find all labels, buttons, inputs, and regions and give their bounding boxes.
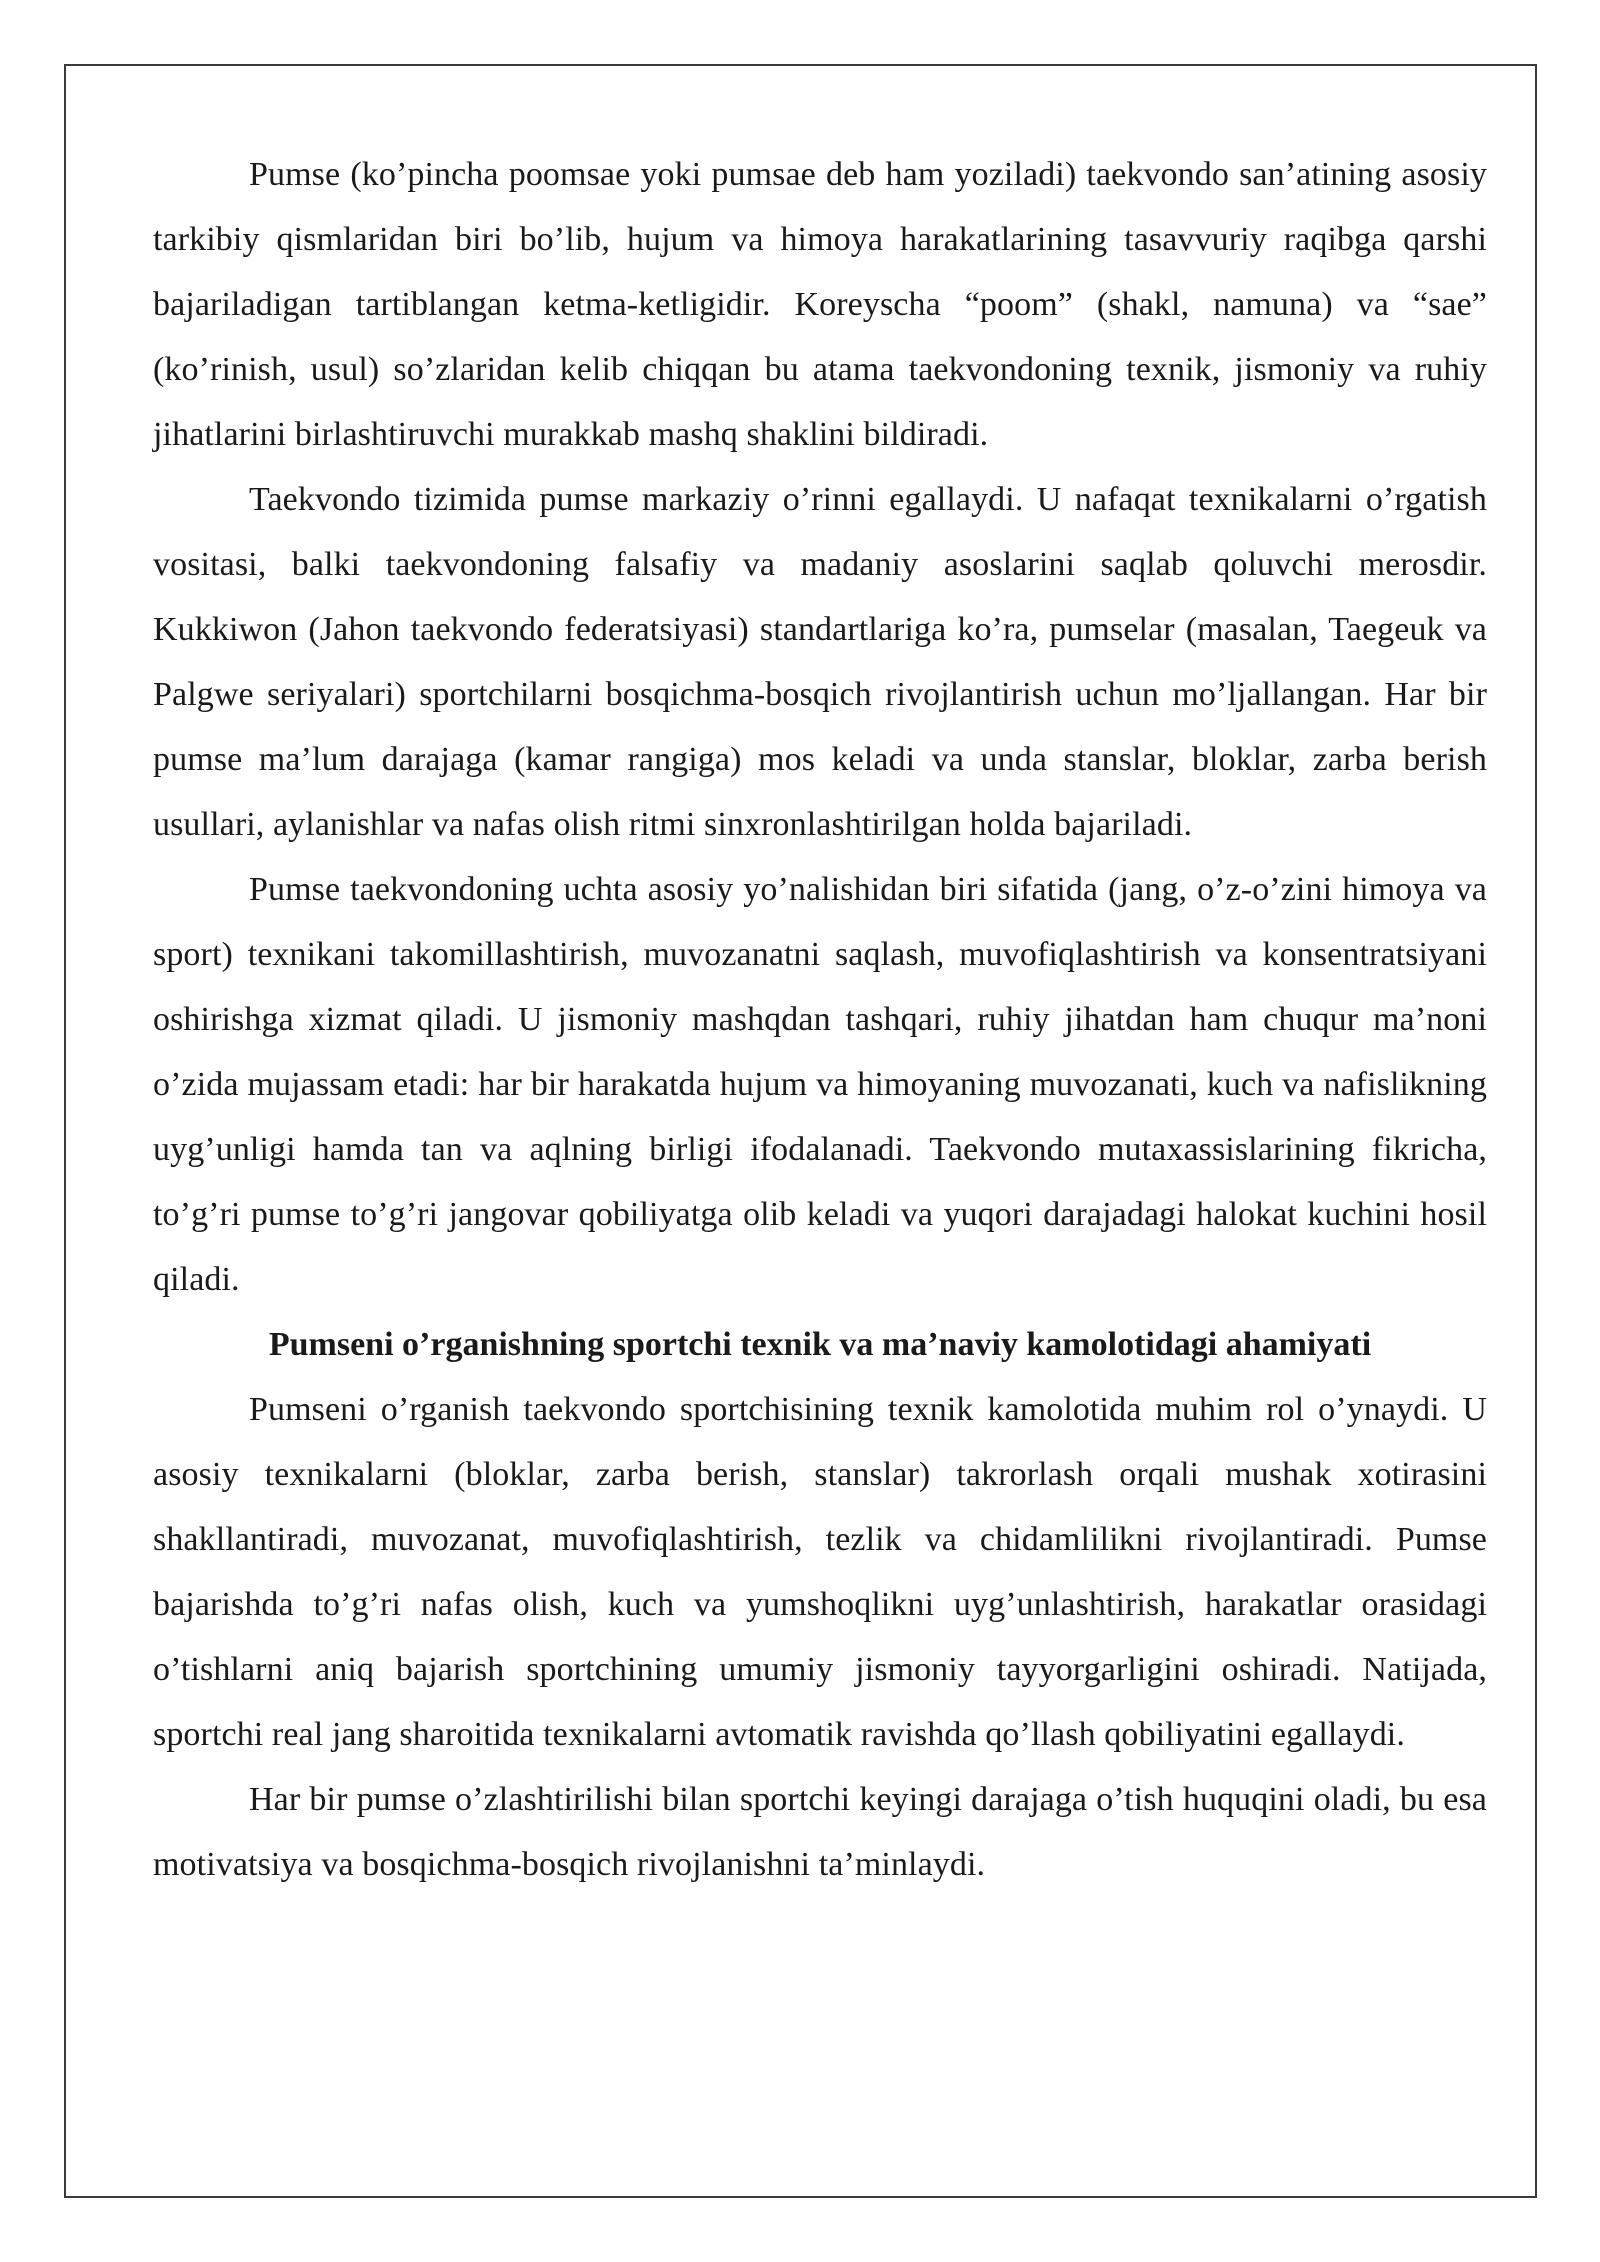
paragraph-pumse-role: Taekvondo tizimida pumse markaziy o’rinni egallaydi. U nafaqat texnikalarni o’rgatish vositasi, balki taekvondoning falsafiy va madaniy asoslarini saqlab qoluvchi merosdir. Kukkiwon (Jahon taekvondo federatsiyasi) standartlariga ko’ra, pumselar (masalan, Taegeuk va Palgwe seriyalari) sportchilarni bosqichma-bosqich rivojlantirish uchun mo’ljallangan. Har bir pumse ma’lum darajaga (kamar rangiga) mos keladi va unda stanslar, bloklar, zarba berish usullari, aylanishlar va nafas olish ritmi sinxronlashtirilgan holda bajariladi. — [153, 481, 1487, 843]
document-body — [153, 142, 1487, 1897]
paragraph-pumse-directions: Pumse taekvondoning uchta asosiy yo’nalishidan biri sifatida (jang, o’z-o’zini himoya va sport) texnikani takomillashtirish, muvozanatni saqlash, muvofiqlashtirish va konsentratsiyani oshirishga xizmat qiladi. U jismoniy mashqdan tashqari, ruhiy jihatdan ham chuqur ma’noni o’zida mujassam etadi: har bir harakatda hujum va himoyaning muvozanati, kuch va nafislikning uyg’unligi hamda tan va aqlning birligi ifodalanadi. Taekvondo mutaxassislarining fikricha, to’g’ri pumse to’g’ri jangovar qobiliyatga olib keladi va yuqori darajadagi halokat kuchini hosil qiladi. — [153, 871, 1487, 1298]
paragraph-pumse-definition: Pumse (ko’pincha poomsae yoki pumsae deb ham yoziladi) taekvondo san’atining asosiy tarkibiy qismlaridan biri bo’lib, hujum va himoya harakatlarining tasavvuriy raqibga qarshi bajariladigan tartiblangan ketma-ketligidir. Koreyscha “poom” (shakl, namuna) va “sae” (ko’rinish, usul) so’zlaridan kelib chiqqan bu atama taekvondoning texnik, jismoniy va ruhiy jihatlarini birlashtiruvchi murakkab mashq shaklini bildiradi. — [153, 156, 1487, 453]
paragraph-pumse-technical: Pumseni o’rganish taekvondo sportchisining texnik kamolotida muhim rol o’ynaydi. U asosiy texnikalarni (bloklar, zarba berish, stanslar) takrorlash orqali mushak xotirasini shakllantiradi, muvozanat, muvofiqlashtirish, tezlik va chidamlilikni rivojlantiradi. Pumse bajarishda to’g’ri nafas olish, kuch va yumshoqlikni uyg’unlashtirish, harakatlar orasidagi o’tishlarni aniq bajarish sportchining umumiy jismoniy tayyorgarligini oshiradi. Natijada, sportchi real jang sharoitida texnikalarni avtomatik ravishda qo’llash qobiliyatini egallaydi. — [153, 1391, 1487, 1753]
paragraph-pumse-motivation: Har bir pumse o’zlashtirilishi bilan sportchi keyingi darajaga o’tish huquqini oladi, bu esa motivatsiya va bosqichma-bosqich rivojlanishni ta’minlaydi. — [153, 1781, 1487, 1883]
section-heading: Pumseni o’rganishning sportchi texnik va ma’naviy kamolotidagi ahamiyati — [268, 1326, 1372, 1363]
